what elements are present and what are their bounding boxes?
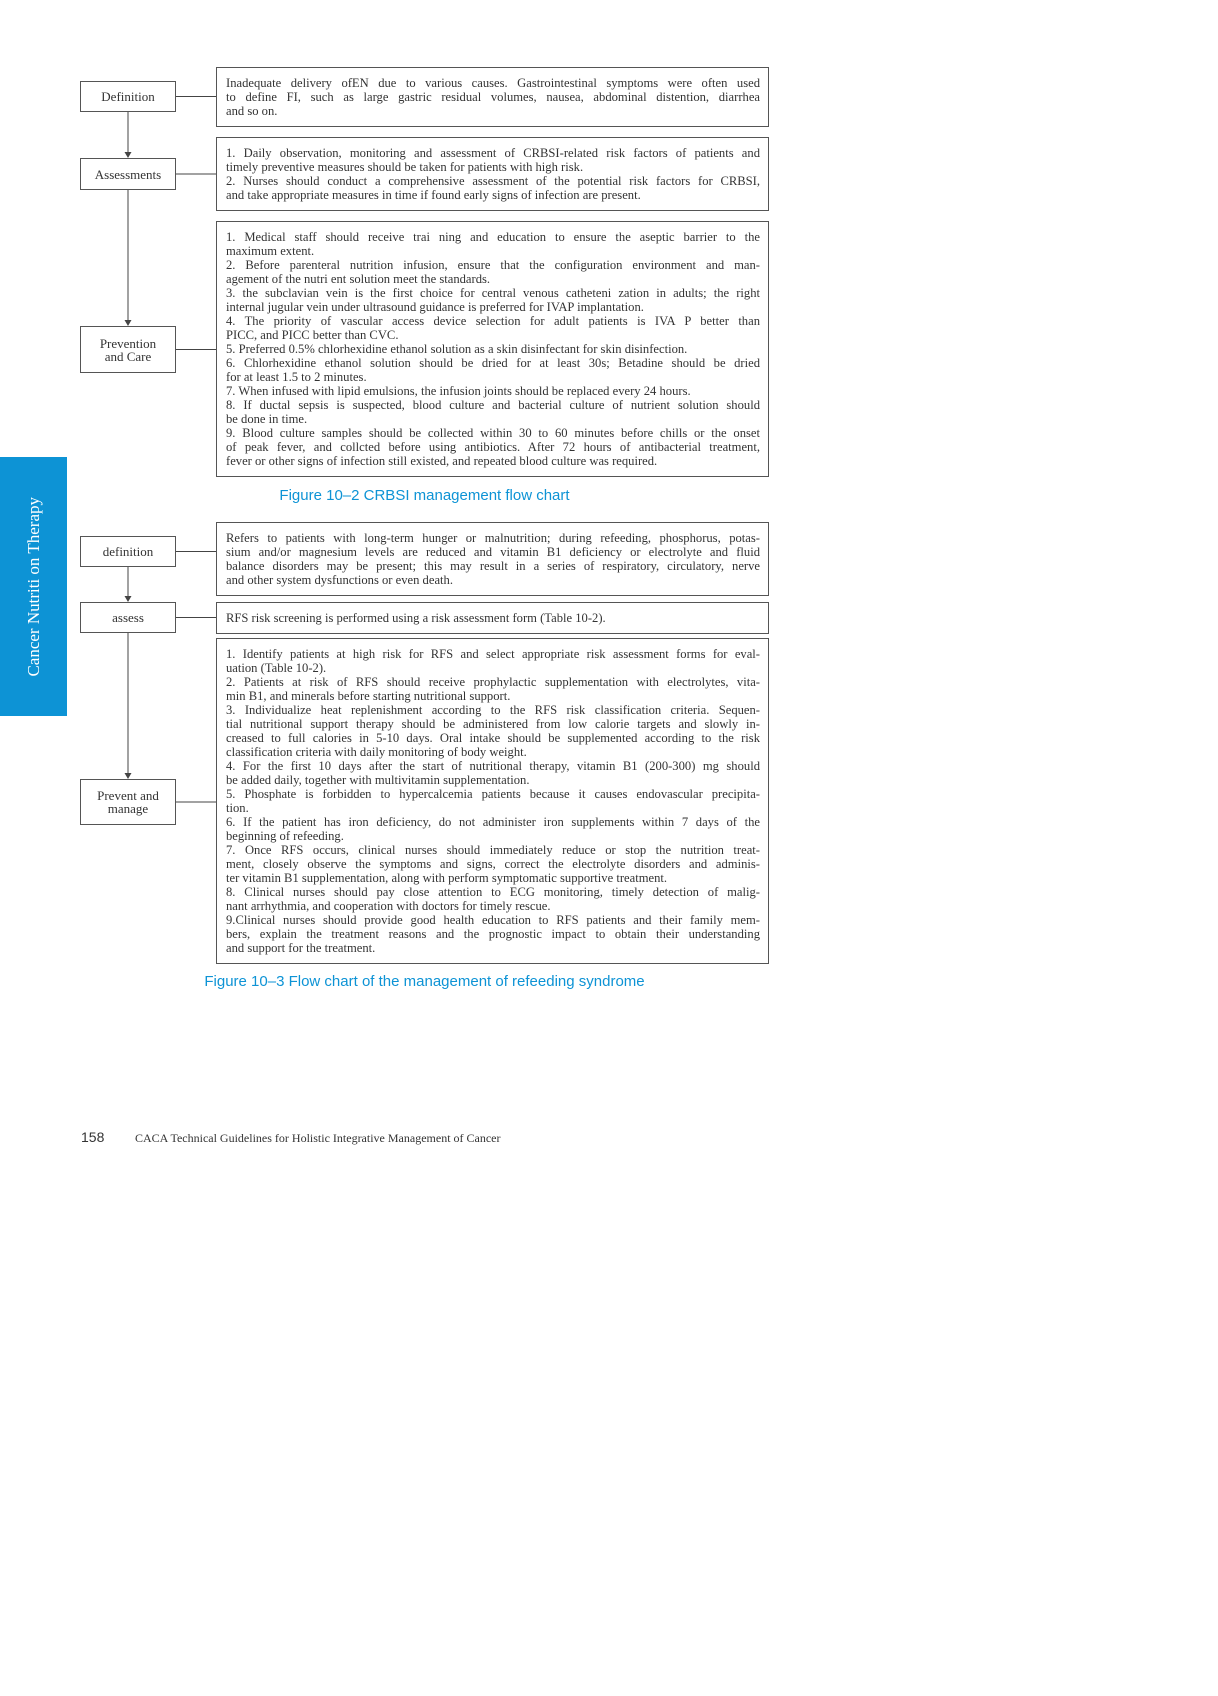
figure-caption: Figure 10–2 CRBSI management flow chart [279,487,570,504]
text-line: and take appropriate measures in time if found early signs of infection are present. [226,188,641,202]
text-line: agement of the nutri ent solution meet the standards. [226,272,491,286]
text-line: 8. Clinical nurses should pay close attention to ECG monitoring, timely detection of malig- [226,885,760,899]
list-item [226,815,760,843]
text-line: tial nutritional support therapy should be administered from low calorie targets and slowly in- [226,717,760,731]
text-line: balance disorders may be present; this may result in a series of respiratory, circulatory, nerve [226,559,760,573]
definition-text-box [216,522,769,596]
text-line: internal jugular vein under ultrasound guidance is preferred for IVAP implantation. [226,300,644,314]
text-line: for at least 1.5 to 2 minutes. [226,370,367,384]
text-line: creased to full calories in 5-10 days. Oral intake should be supplemented according to the risk [226,731,760,745]
text-line: Refers to patients with long-term hunger or malnutrition; during refeeding, phosphorus, potas- [226,531,760,545]
label-line: Prevention [99,335,157,351]
text-line: timely preventive measures should be taken for patients with high risk. [226,160,584,174]
text-line: 7. Once RFS occurs, clinical nurses should immediately reduce or stop the nutrition treat- [226,843,760,857]
text-line: 6. Chlorhexidine ethanol solution should be dried for at least 30s; Betadine should be dried [226,356,760,370]
figure-caption: Figure 10–3 Flow chart of the management of refeeding syndrome [204,973,645,990]
assess-text-box [216,602,769,634]
list-item [226,759,760,787]
label-line: definition [102,544,154,559]
text-line: 9. Blood culture samples should be collected within 30 to 60 minutes before chills or the onset [226,426,760,440]
text-line: ter vitamin B1 supplementation, along with perform symptomatic supportive treatment. [226,871,668,885]
list-item [226,174,760,202]
list-item [226,146,760,174]
text-line: 1. Medical staff should receive trai ning and education to ensure the aseptic barrier to the [226,230,760,244]
list-item [226,913,760,955]
prevention-label-box [80,326,176,373]
text-line: 4. The priority of vascular access device selection for adult patients is IVA P better than [226,314,760,328]
text-line: 9.Clinical nurses should provide good health education to RFS patients and their family mem- [226,913,760,927]
text-line: ment, closely observe the symptoms and signs, correct the electrolyte disorders and adminis- [226,857,760,871]
prevention-text-box [216,221,769,477]
text-line: uation (Table 10-2). [226,661,327,675]
list-item [226,76,760,118]
list-item [226,258,760,286]
list-item [226,647,760,675]
text-line: 3. the subclavian vein is the first choice for central venous catheteni zation in adults; the right [226,286,760,300]
list-item [226,675,760,703]
list-item [226,356,760,384]
label-line: and Care [104,348,152,364]
list-item [226,384,760,398]
label-line: manage [107,801,149,816]
list-item [226,787,760,815]
text-line: 2. Patients at risk of RFS should receive prophylactic supplementation with electrolytes, vita- [226,675,760,689]
list-item [226,314,760,342]
list-item [226,286,760,314]
text-line: and so on. [226,104,278,118]
text-line: to define FI, such as large gastric residual volumes, nausea, abdominal distention, diarrhea [226,90,760,104]
prevent-text-box [216,638,769,964]
text-line: fever or other signs of infection still existed, and repeated blood culture was required. [226,454,658,468]
text-line: 5. Phosphate is forbidden to hypercalcemia patients because it causes endovascular precipita- [226,787,760,801]
text-line: 2. Before parenteral nutrition infusion, ensure that the configuration environment and man- [226,258,760,272]
text-line: PICC, and PICC better than CVC. [226,328,399,342]
text-line: 8. If ductal sepsis is suspected, blood culture and bacterial culture of nutrient solution should [226,398,760,412]
definition-text-box [216,67,769,127]
label-line: Prevent and [97,788,159,803]
label-line: Definition [101,89,155,104]
text-line: bers, explain the treatment reasons and the prognostic impact to obtain their understanding [226,927,760,941]
text-line: be done in time. [226,412,308,426]
list-item [226,885,760,913]
assessments-label-box [80,158,176,190]
list-item [226,611,760,625]
label-line: Assessments [94,166,162,182]
text-line: maximum extent. [226,244,315,258]
text-line: beginning of refeeding. [226,829,344,843]
text-line: 3. Individualize heat replenishment according to the RFS risk classification criteria. Sequen- [226,703,760,717]
text-line: 6. If the patient has iron deficiency, do not administer iron supplements within 7 days of the [226,815,760,829]
list-item [226,703,760,759]
text-line: 1. Identify patients at high risk for RFS and select appropriate risk assessment forms for eval- [226,647,760,661]
definition-label-box [80,81,176,112]
prevent-label-box [80,779,176,825]
text-line: 7. When infused with lipid emulsions, the infusion joints should be replaced every 24 hours. [226,384,691,398]
text-line: RFS risk screening is performed using a risk assessment form (Table 10-2). [226,611,606,625]
chapter-side-tab-label: Cancer Nutriti on Therapy [23,496,43,677]
text-line: and support for the treatment. [226,941,376,955]
list-item [226,426,760,468]
page-number: 158 [81,1129,105,1145]
text-line: Inadequate delivery ofEN due to various causes. Gastrointestinal symptoms were often used [226,76,760,90]
text-line: 4. For the first 10 days after the start of nutritional therapy, vitamin B1 (200-300) mg should [226,759,760,773]
assessments-text-box [216,137,769,211]
list-item [226,342,760,356]
text-line: and other system dysfunctions or even death. [226,573,453,587]
running-title: CACA Technical Guidelines for Holistic Integrative Management of Cancer [135,1131,501,1145]
text-line: tion. [226,801,249,815]
assess-label-box [80,602,176,633]
list-item [226,230,760,258]
text-line: sium and/or magnesium levels are reduced and vitamin B1 deficiency or electrolyte and fluid [226,545,760,559]
list-item [226,843,760,885]
text-line: 2. Nurses should conduct a comprehensive assessment of the potential risk factors for CRBSI, [226,174,760,188]
label-line: assess [112,610,144,625]
text-line: min B1, and minerals before starting nutritional support. [226,689,511,703]
definition-label-box [80,536,176,567]
text-line: be added daily, together with multivitamin supplementation. [226,773,530,787]
text-line: of peak fever, and collcted before using antibiotics. After 72 hours of antibacterial treatment, [226,440,760,454]
text-line: classification criteria with daily monitoring of body weight. [226,745,527,759]
list-item [226,398,760,426]
list-item [226,531,760,587]
text-line: 1. Daily observation, monitoring and assessment of CRBSI-related risk factors of patients and [226,146,760,160]
text-line: nant arrhythmia, and cooperation with doctors for timely rescue. [226,899,551,913]
chapter-side-tab [0,457,67,716]
text-line: 5. Preferred 0.5% chlorhexidine ethanol solution as a skin disinfectant for skin disinfection. [226,342,688,356]
